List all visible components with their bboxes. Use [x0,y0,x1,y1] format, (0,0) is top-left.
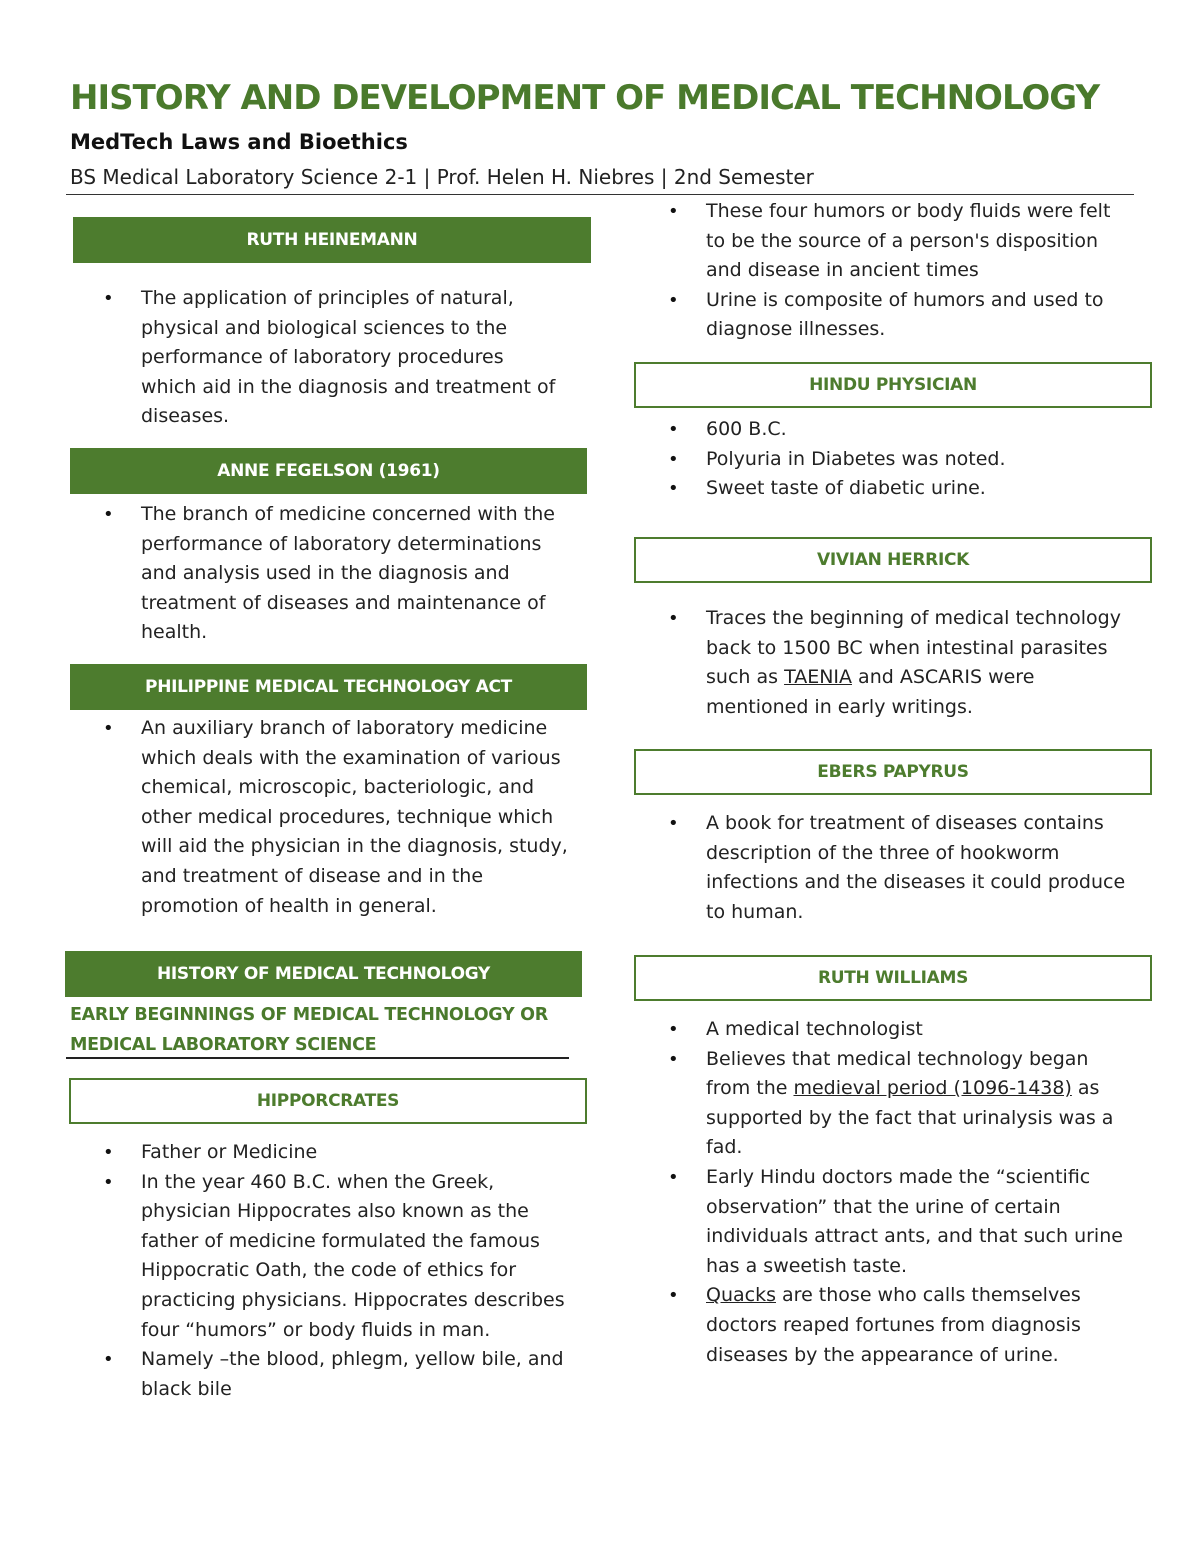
section-heading-history: HISTORY OF MEDICAL TECHNOLOGY [65,951,582,997]
section-heading-vivian-herrick: VIVIAN HERRICK [634,537,1152,583]
section-heading-ruth-williams: RUTH WILLIAMS [634,955,1152,1001]
underlined-term: TAENIA [784,666,853,689]
list-item: • Namely –the blood, phlegm, yellow bile, and black bile [141,1345,566,1404]
page-title: HISTORY AND DEVELOPMENT OF MEDICAL TECHNOLOGY [70,78,1100,118]
list-item: • Early Hindu doctors made the “scientific observation” that the urine of certain individuals attract ants, and that such urine has a sweetish taste. [706,1163,1131,1281]
list-item: • An auxiliary branch of laboratory medicine which deals with the examination of various chemical, microscopic, bacteriologic, and other medical procedures, technique which will aid the physician in the diagnosis, study, and treatment of disease and in the promotion of health in general. [141,714,571,921]
list-item: • A book for treatment of diseases contains description of the three of hookworm infections and the diseases it could produce to human. [706,809,1126,927]
ph-act-list [141,714,571,921]
list-item: • Polyuria in Diabetes was noted. [706,445,1131,475]
list-item [706,1045,1131,1163]
list-item: • Father or Medicine [141,1138,566,1168]
text-run: and ASCARIS were mentioned in early writings. [706,666,1035,718]
header-divider [66,194,1134,195]
section-heading-ph-act: PHILIPPINE MEDICAL TECHNOLOGY ACT [70,664,587,710]
list-item: • A medical technologist [706,1015,1131,1045]
list-item: • In the year 460 B.C. when the Greek, physician Hippocrates also known as the father of medicine formulated the famous Hippocratic Oath, the code of ethics for practicing physicians. Hippocrates describes four “humors” or body fluids in man. [141,1168,566,1346]
list-item: • These four humors or body fluids were felt to be the source of a person's disposition and disease in ancient times [706,197,1131,286]
course-info: BS Medical Laboratory Science 2-1 | Prof. Helen H. Niebres | 2nd Semester [70,165,814,189]
subject-title: MedTech Laws and Bioethics [70,130,408,154]
list-item: • Urine is composite of humors and used to diagnose illnesses. [706,286,1131,345]
list-item: • The branch of medicine concerned with the performance of laboratory determinations and analysis used in the diagnosis and treatment of diseases and maintenance of health. [141,500,561,648]
underlined-term: Quacks [706,1284,776,1307]
underlined-term: medieval period (1096-1438) [793,1077,1072,1100]
text-run: are those who calls themselves doctors reaped fortunes from diagnosis diseases by the appearance of urine. [706,1284,1081,1366]
hippocrates-list [141,1138,566,1404]
section-heading-hippocrates: HIPPORCRATES [69,1078,587,1124]
text-run: Traces the beginning of medical technology back to 1500 BC when intestinal parasites such as [706,607,1121,689]
humors-list [706,197,1131,345]
list-item [706,1281,1131,1370]
section-heading-hindu-physician: HINDU PHYSICIAN [634,362,1152,408]
hindu-physician-list [706,415,1131,504]
list-item [706,604,1136,722]
text-run: Believes that medical technology began from the [706,1047,1089,1100]
list-item: • The application of principles of natural, physical and biological sciences to the performance of laboratory procedures which aid in the diagnosis and treatment of diseases. [141,284,561,432]
ruth-williams-list [706,1015,1131,1370]
ebers-papyrus-list [706,809,1126,927]
section-heading-ebers-papyrus: EBERS PAPYRUS [634,749,1152,795]
section-heading-ruth-heinemann: RUTH HEINEMANN [73,217,591,263]
section-heading-anne-fegelson: ANNE FEGELSON (1961) [70,448,587,494]
list-item: • 600 B.C. [706,415,1131,445]
list-item: • Sweet taste of diabetic urine. [706,474,1131,504]
ruth-heinemann-list [141,284,561,432]
vivian-herrick-list [706,604,1136,722]
anne-fegelson-list [141,500,561,648]
subsection-divider [66,1057,569,1059]
text-run: as supported by the fact that urinalysis was a fad. [706,1077,1114,1159]
subsection-heading-early-beginnings: EARLY BEGINNINGS OF MEDICAL TECHNOLOGY OR MEDICAL LABORATORY SCIENCE [70,1005,548,1055]
